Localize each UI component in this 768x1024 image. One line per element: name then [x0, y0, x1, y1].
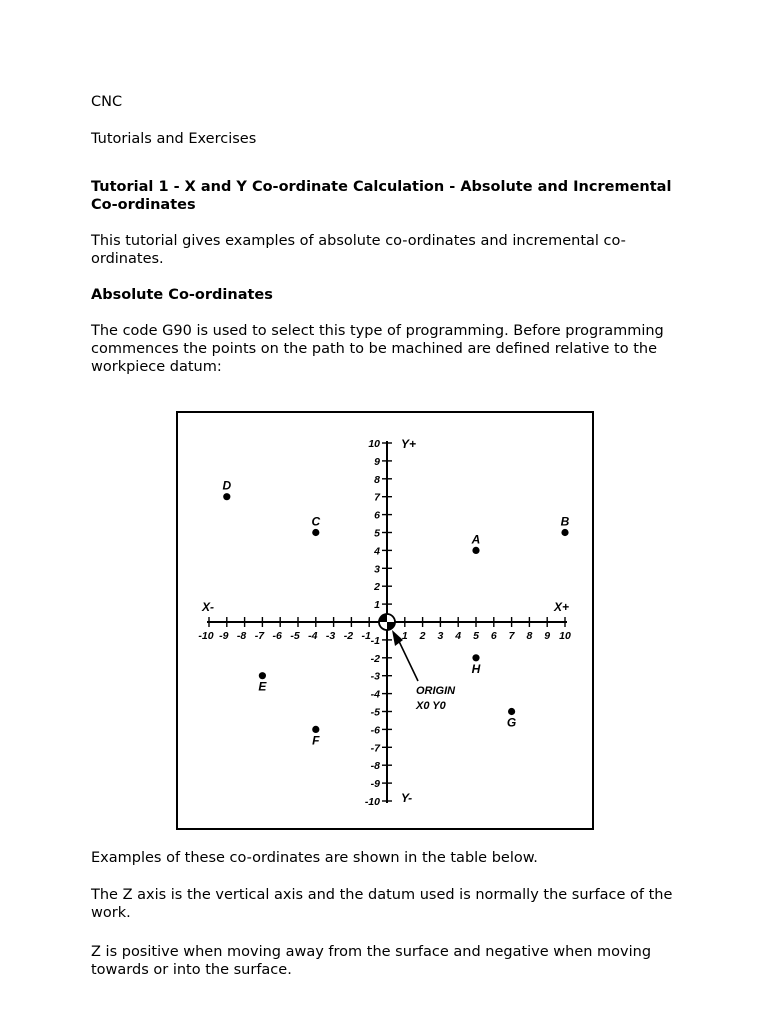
absolute-heading: Absolute Co-ordinates: [91, 287, 273, 303]
y-tick-label: -2: [370, 652, 380, 665]
x-tick-label: -1: [361, 630, 371, 642]
x-tick-label: -9: [219, 630, 229, 642]
point-f-marker: [312, 726, 319, 733]
intro-paragraph: This tutorial gives examples of absolute co-ordinates and incremental co-ordinates.: [91, 233, 626, 267]
x-tick-label: -2: [343, 630, 354, 642]
z-axis-paragraph: The Z axis is the vertical axis and the datum used is normally the surface of the work.: [91, 887, 673, 921]
x-tick-label: 9: [544, 630, 551, 642]
point-f-label: F: [312, 733, 320, 748]
point-g-label: G: [506, 715, 517, 730]
point-h-marker: [472, 654, 479, 661]
x-axis-label-neg: X-: [202, 600, 214, 614]
y-tick-label: 8: [374, 473, 380, 486]
y-tick-label: -4: [370, 688, 380, 701]
y-tick-label: -1: [370, 634, 380, 647]
x-axis-label-pos: X+: [554, 600, 570, 614]
point-e-marker: [259, 672, 266, 679]
point-d-label: D: [222, 478, 232, 493]
origin-symbol-quadrant-a: [379, 614, 387, 622]
y-tick-label: 2: [374, 581, 380, 594]
y-tick-label: 10: [368, 438, 380, 450]
x-tick-label: 5: [473, 630, 479, 642]
y-tick-label: -5: [370, 706, 380, 719]
point-c-label: C: [311, 514, 321, 529]
y-tick-label: 6: [374, 509, 380, 522]
x-tick-label: 1: [401, 630, 408, 642]
point-g-marker: [508, 708, 515, 715]
x-tick-label: -7: [254, 630, 265, 642]
y-tick-label: -6: [370, 724, 380, 737]
z-positive-paragraph: Z is positive when moving away from the surface and negative when moving towards or into the surface.: [91, 944, 652, 978]
x-tick-label: -3: [325, 630, 336, 642]
x-tick-label: -10: [198, 630, 214, 642]
x-tick-label: -6: [272, 630, 282, 642]
point-b-label: B: [560, 514, 570, 529]
y-tick-label: 4: [374, 545, 380, 558]
x-tick-label: -8: [236, 630, 247, 642]
x-tick-label: 6: [490, 630, 497, 642]
y-tick-label: 9: [374, 455, 380, 468]
coordinate-figure: [176, 411, 594, 830]
x-tick-label: 10: [559, 630, 571, 642]
y-axis-label-pos: Y+: [401, 437, 417, 451]
g90-paragraph: The code G90 is used to select this type of programming. Before programming commences the points on the path to be machined are defined relative to the workpiece datum:: [91, 323, 664, 375]
x-tick-label: 2: [419, 630, 426, 642]
y-tick-label: -3: [370, 670, 380, 683]
origin-symbol-quadrant-b: [387, 622, 395, 630]
y-tick-label: -9: [370, 778, 380, 791]
x-tick-label: -4: [308, 630, 318, 642]
x-tick-label: 8: [526, 630, 533, 642]
y-tick-label: 3: [374, 563, 380, 576]
origin-annotation-line2: X0 Y0: [416, 700, 446, 712]
x-tick-label: 3: [437, 630, 444, 642]
origin-annotation-line1: ORIGIN: [416, 685, 456, 697]
point-e-label: E: [258, 679, 267, 694]
point-c-marker: [312, 529, 319, 536]
point-b-marker: [561, 529, 568, 536]
coordinate-plot: [178, 413, 592, 828]
x-tick-label: -5: [290, 630, 300, 642]
y-tick-label: -8: [370, 760, 380, 773]
y-tick-label: 5: [374, 527, 380, 540]
point-a-marker: [472, 547, 479, 554]
doc-title: CNC: [91, 94, 123, 110]
y-axis-label-neg: Y-: [401, 791, 413, 805]
examples-paragraph: Examples of these co-ordinates are shown in the table below.: [91, 850, 538, 866]
y-tick-label: 7: [374, 491, 380, 504]
point-h-label: H: [471, 661, 481, 676]
tutorial-heading: Tutorial 1 - X and Y Co-ordinate Calculation - Absolute and Incremental Co-ordinates: [91, 179, 672, 213]
point-d-marker: [223, 493, 230, 500]
x-tick-label: 7: [508, 630, 515, 642]
y-tick-label: -10: [364, 796, 380, 808]
y-tick-label: 1: [374, 599, 380, 612]
section-title: Tutorials and Exercises: [91, 131, 257, 147]
point-a-label: A: [471, 532, 481, 547]
x-tick-label: 4: [455, 630, 462, 642]
y-tick-label: -7: [370, 742, 380, 755]
